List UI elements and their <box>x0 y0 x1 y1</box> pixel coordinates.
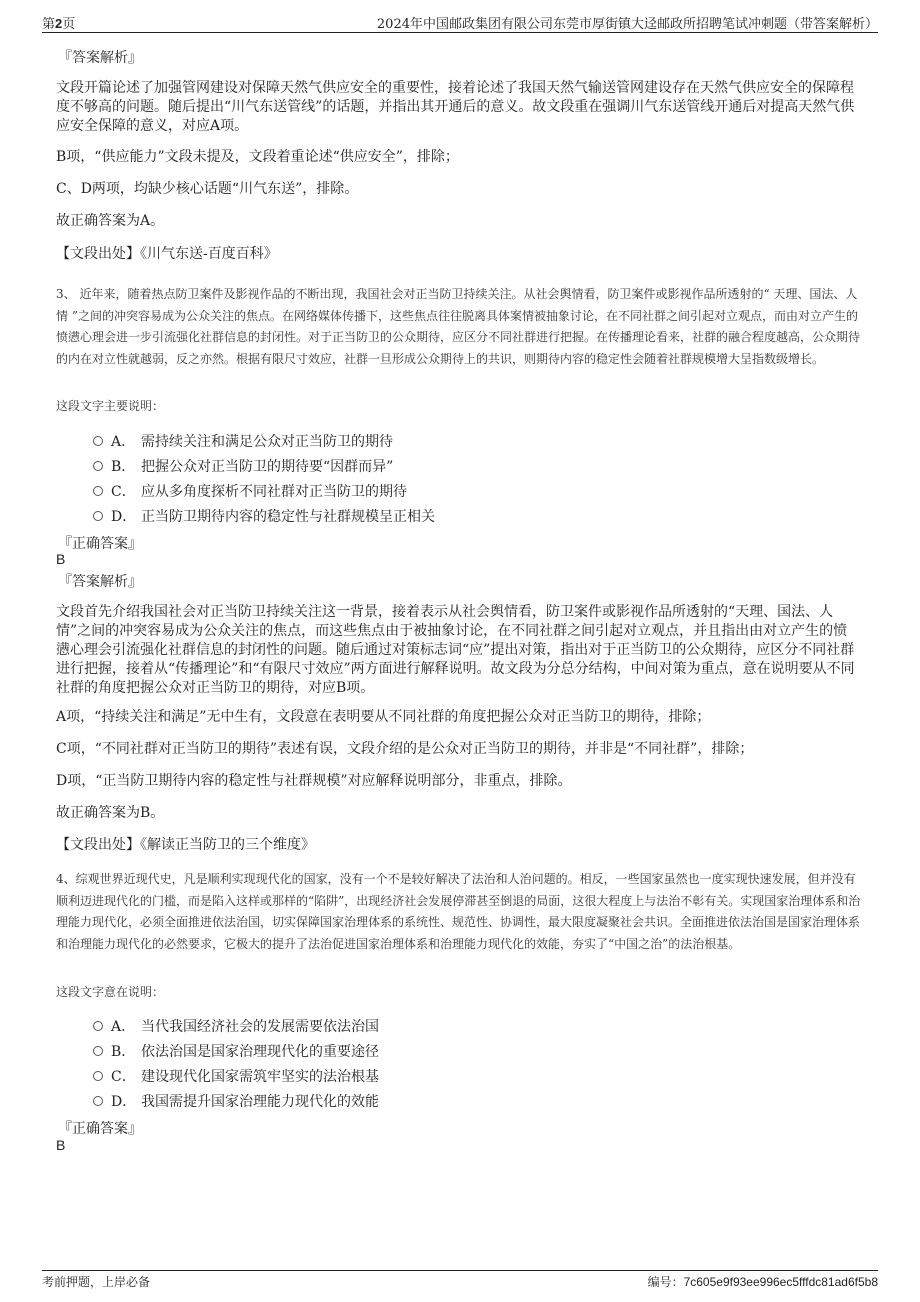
q4-correct-label: 『正确答案』 <box>58 1121 142 1137</box>
q4-option-c[interactable] <box>93 1066 379 1086</box>
q4-prompt: 这段文字意在说明： <box>56 985 165 999</box>
document-title: 2024年中国邮政集团有限公司东莞市厚街镇大迳邮政所招聘笔试冲刺题（带答案解析） <box>376 17 878 32</box>
page-header <box>42 10 878 33</box>
q2-source: 【文段出处】《川气东送-百度百科》 <box>56 246 278 262</box>
q4-option-d[interactable] <box>93 1091 379 1111</box>
page-num: 2 <box>55 16 63 31</box>
footer-code <box>648 1273 878 1290</box>
q3-correct-answer: B <box>56 551 66 567</box>
option-text: 依法治国是国家治理现代化的重要途径 <box>141 1044 379 1060</box>
page-footer <box>42 1270 878 1295</box>
page-prefix: 第 <box>42 17 56 32</box>
option-key: D． <box>111 509 137 525</box>
footer-code-label: 编号： <box>647 1275 684 1289</box>
option-key: C． <box>111 484 136 500</box>
radio-icon[interactable] <box>93 511 103 521</box>
q3-stem: 3、 近年来，随着热点防卫案件及影视作品的不断出现，我国社会对正当防卫持续关注。从社会舆情看，防卫案件或影视作品所透射的“ 天理、国法、人情 ”之间的冲突容易成为公众关注的焦点。在网络媒体传播下，这些焦点往往脱离具体案情被抽象讨论，在不同社群之间引起对立观点，而由对立产生的愤懑心理会进一步引流强化社群信息的封闭性。对于正当防卫的公众期待，应区分不同社群进行把握。在传播理论看来，社群的融合程度越高，公众期待的内在对立性就越弱，反之亦然。根据有限尺寸效应，社群一旦形成公众期待上的共识，则期待内容的稳定性会随着社群规模增大呈指数级增长。 <box>56 287 861 366</box>
option-key: A． <box>111 1019 136 1035</box>
radio-icon[interactable] <box>93 1046 103 1056</box>
q2-b-note: B项，“供应能力”文段未提及，文段着重论述“供应安全”，排除； <box>56 149 459 165</box>
radio-icon[interactable] <box>93 1096 103 1106</box>
option-text: 当代我国经济社会的发展需要依法治国 <box>141 1019 379 1035</box>
option-key: B． <box>111 459 136 475</box>
option-text: 应从多角度探析不同社群对正当防卫的期待 <box>141 484 407 500</box>
q3-analysis-label: 『答案解析』 <box>58 574 142 590</box>
option-text: 需持续关注和满足公众对正当防卫的期待 <box>141 434 393 450</box>
footer-slogan: 考前押题，上岸必备 <box>42 1275 151 1289</box>
option-key: D． <box>111 1094 137 1110</box>
q4-option-b[interactable] <box>93 1041 379 1061</box>
option-key: B． <box>111 1044 136 1060</box>
q3-prompt: 这段文字主要说明： <box>56 399 165 413</box>
q3-c-note: C项，“不同社群对正当防卫的期待”表述有误，文段介绍的是公众对正当防卫的期待，并非是“不同社群”，排除； <box>56 741 754 757</box>
page-suffix: 页 <box>62 17 76 32</box>
q4-option-a[interactable] <box>93 1016 379 1036</box>
radio-icon[interactable] <box>93 1021 103 1031</box>
q4-correct-answer: B <box>56 1137 66 1153</box>
q3-option-d[interactable] <box>93 506 435 526</box>
q2-cd-note: C、D两项，均缺少核心话题“川气东送”，排除。 <box>56 181 359 197</box>
radio-icon[interactable] <box>93 1071 103 1081</box>
q3-correct-label: 『正确答案』 <box>58 536 142 552</box>
option-text: 我国需提升国家治理能力现代化的效能 <box>141 1094 379 1110</box>
q4-stem: 4、综观世界近现代史，凡是顺利实现现代化的国家，没有一个不是较好解决了法治和人治问题的。相反，一些国家虽然也一度实现快速发展，但并没有顺利迈进现代化的门槛，而是陷入这样或那样的“陷阱”，出现经济社会发展停滞甚至倒退的局面，这很大程度上与法治不彰有关。实现国家治理体系和治理能力现代化，必须全面推进依法治国，切实保障国家治理体系的系统性、规范性、协调性，最大限度凝聚社会共识。全面推进依法治国是国家治理体系和治理能力现代化的必然要求，它极大的提升了法治促进国家治理体系和治理能力现代化的效能，夯实了“中国之治”的法治根基。 <box>56 872 861 951</box>
q3-option-a[interactable] <box>93 431 393 451</box>
q3-source: 【文段出处】《解读正当防卫的三个维度》 <box>56 837 315 853</box>
radio-icon[interactable] <box>93 436 103 446</box>
q3-d-note: D项，“正当防卫期待内容的稳定性与社群规模”对应解释说明部分，非重点，排除。 <box>56 773 572 789</box>
page-number <box>42 13 75 32</box>
radio-icon[interactable] <box>93 486 103 496</box>
q3-a-note: A项，“持续关注和满足”无中生有，文段意在表明要从不同社群的角度把握公众对正当防卫的期待，排除； <box>56 709 711 725</box>
q3-conclusion: 故正确答案为B。 <box>56 805 165 821</box>
q2-conclusion: 故正确答案为A。 <box>56 213 165 229</box>
option-text: 把握公众对正当防卫的期待要“因群而异” <box>141 459 394 475</box>
option-text: 正当防卫期待内容的稳定性与社群规模呈正相关 <box>141 509 435 525</box>
q2-analysis: 文段开篇论述了加强管网建设对保障天然气供应安全的重要性，接着论述了我国天然气输送管网建设存在天然气供应安全的保障程度不够高的问题。随后提出“川气东送管线”的话题，并指出其开通后的意义。故文段重在强调川气东送管线开通后对提高天然气供应安全保障的意义，对应A项。 <box>56 80 855 134</box>
q2-analysis-label: 『答案解析』 <box>58 50 142 66</box>
option-text: 建设现代化国家需筑牢坚实的法治根基 <box>141 1069 379 1085</box>
footer-code-value: 7c605e9f93ee996ec5fffdc81ad6f5b8 <box>683 1275 878 1289</box>
option-key: C． <box>111 1069 136 1085</box>
q3-analysis: 文段首先介绍我国社会对正当防卫持续关注这一背景，接着表示从社会舆情看，防卫案件或影视作品所透射的“天理、国法、人情”之间的冲突容易成为公众关注的焦点，而这些焦点由于被抽象讨论，在不同社群之间引起对立观点，并且指出由对立产生的愤懑心理会引流强化社群信息的封闭性的问题。随后通过对策标志词“应”提出对策，指出对于正当防卫的公众期待，应区分不同社群进行把握，接着从“传播理论”和“有限尺寸效应”两方面进行解释说明。故文段为分总分结构，中间对策为重点，意在说明要从不同社群的角度把握公众对正当防卫的期待，对应B项。 <box>56 604 855 696</box>
radio-icon[interactable] <box>93 461 103 471</box>
q3-option-c[interactable] <box>93 481 407 501</box>
option-key: A． <box>111 434 136 450</box>
q3-option-b[interactable] <box>93 456 393 476</box>
